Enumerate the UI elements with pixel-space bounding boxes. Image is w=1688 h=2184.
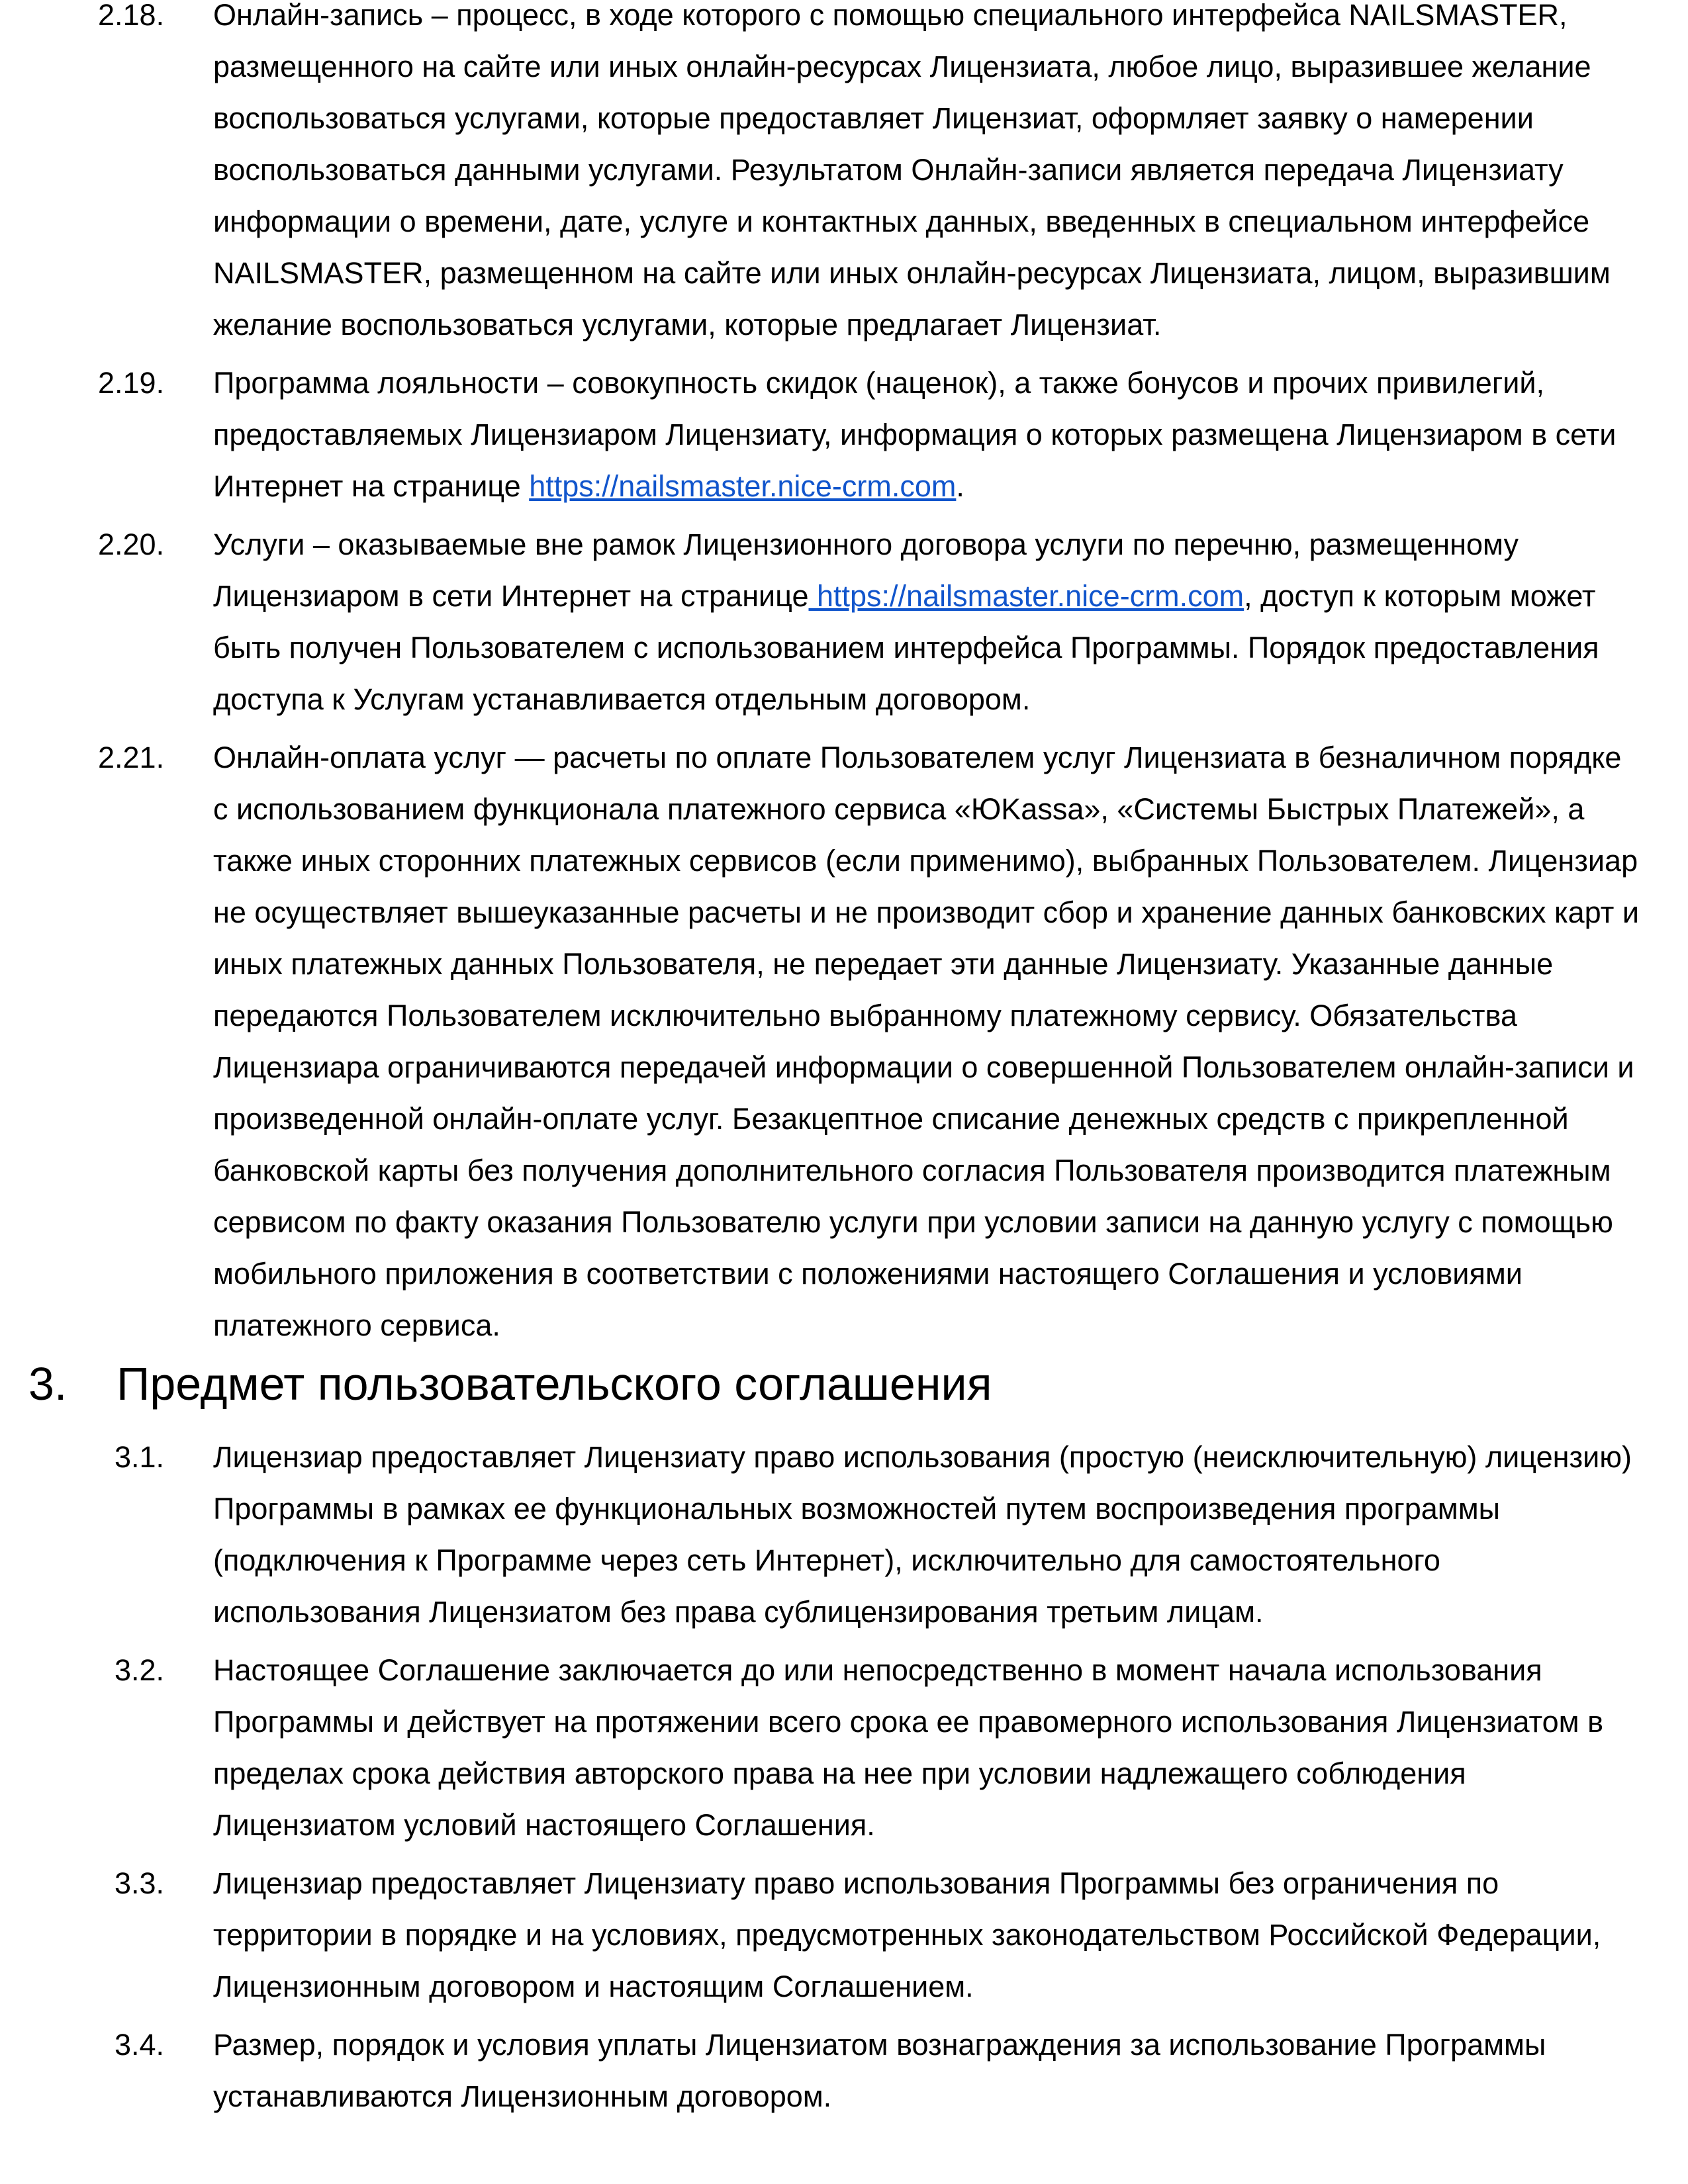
section-heading: [0, 1351, 1688, 1417]
text-line: [213, 1535, 1688, 1586]
text-segment: воспользоваться данными услугами. Результатом Онлайн-записи является передача Лицензиату: [213, 153, 1564, 187]
text-segment: .: [956, 469, 964, 503]
text-line: [213, 784, 1688, 835]
text-segment: произведенной онлайн-оплате услуг. Безакцептное списание денежных средств с прикрепленной: [213, 1102, 1569, 1136]
text-segment: NAILSMASTER, размещенном на сайте или иных онлайн-ресурсах Лицензиата, лицом, выразившим: [213, 256, 1611, 290]
text-segment: Размер, порядок и условия уплаты Лицензиатом вознаграждения за использование Программы: [213, 2028, 1546, 2062]
text-segment: Услуги – оказываемые вне рамок Лицензионного договора услуги по перечню, размещенному: [213, 527, 1519, 561]
clause-text: [213, 1645, 1688, 1851]
text-segment: пределах срока действия авторского права на нее при условии надлежащего соблюдения: [213, 1756, 1466, 1790]
text-segment: Лицензиар предоставляет Лицензиату право использования (простую (неисключительную) лицензию): [213, 1440, 1632, 1474]
text-line: [213, 1042, 1688, 1093]
clause-2-19: [0, 357, 1688, 512]
text-segment: размещенного на сайте или иных онлайн-ресурсах Лицензиата, любое лицо, выразившее желание: [213, 50, 1591, 83]
clause-3-2: [0, 1645, 1688, 1851]
text-line: [213, 1909, 1688, 1961]
text-line: [213, 1093, 1688, 1145]
text-line: [213, 570, 1688, 622]
text-line: [213, 519, 1688, 570]
clause-number: 3.4.: [115, 2028, 165, 2062]
text-line: [213, 2019, 1688, 2071]
clause-number: 2.20.: [98, 527, 165, 561]
text-line: [213, 144, 1688, 196]
text-line: [213, 835, 1688, 887]
text-segment: Лицензиара ограничиваются передачей информации о совершенной Пользователем онлайн-записи и: [213, 1050, 1634, 1084]
section-heading-title: Предмет пользовательского соглашения: [117, 1358, 992, 1410]
text-segment: (подключения к Программе через сеть Интернет), исключительно для самостоятельного: [213, 1543, 1440, 1577]
text-line: [213, 1248, 1688, 1300]
clause-2-20: [0, 519, 1688, 725]
text-line: [213, 1799, 1688, 1851]
text-line: [213, 990, 1688, 1042]
text-line: [213, 1586, 1688, 1638]
text-line: [213, 1748, 1688, 1799]
clause-text: [213, 1858, 1688, 2013]
clause-number: 3.1.: [115, 1440, 165, 1474]
clause-2-21: [0, 732, 1688, 1351]
text-line: [213, 732, 1688, 784]
text-line: [213, 93, 1688, 144]
text-segment: использования Лицензиатом без права сублицензирования третьим лицам.: [213, 1595, 1264, 1629]
text-segment: передаются Пользователем исключительно выбранному платежному сервису. Обязательства: [213, 999, 1517, 1032]
nailsmaster-link[interactable]: https://nailsmaster.nice-crm.com: [529, 469, 957, 503]
text-segment: банковской карты без получения дополнительного согласия Пользователя производится платежным: [213, 1154, 1611, 1187]
text-line: [213, 1961, 1688, 2013]
clause-text: [213, 2019, 1688, 2122]
text-line: [213, 1300, 1688, 1351]
text-segment: Онлайн-оплата услуг — расчеты по оплате Пользователем услуг Лицензиата в безналичном порядке: [213, 741, 1622, 774]
text-segment: Интернет на странице: [213, 469, 530, 503]
text-line: [213, 622, 1688, 674]
text-segment: предоставляемых Лицензиаром Лицензиату, информация о которых размещена Лицензиаром в сети: [213, 418, 1617, 451]
text-line: [213, 2071, 1688, 2122]
text-segment: иных платежных данных Пользователя, не передает эти данные Лицензиату. Указанные данные: [213, 947, 1554, 981]
text-line: [213, 357, 1688, 409]
text-segment: Программа лояльности – совокупность скидок (наценок), а также бонусов и прочих привилегий,: [213, 366, 1545, 400]
text-line: [213, 1197, 1688, 1248]
text-line: [213, 41, 1688, 93]
text-line: [213, 1858, 1688, 1909]
clause-number: 3.2.: [115, 1653, 165, 1687]
text-line: [213, 1696, 1688, 1748]
text-segment: доступа к Услугам устанавливается отдельным договором.: [213, 682, 1031, 716]
text-segment: воспользоваться услугами, которые предоставляет Лицензиат, оформляет заявку о намерении: [213, 101, 1534, 135]
text-segment: Программы и действует на протяжении всего срока ее правомерного использования Лицензиатом в: [213, 1705, 1604, 1739]
text-segment: быть получен Пользователем с использованием интерфейса Программы. Порядок предоставления: [213, 631, 1599, 664]
text-line: [213, 1483, 1688, 1535]
clause-number: 2.18.: [98, 0, 165, 32]
clause-text: [213, 0, 1688, 351]
text-segment: Лицензионным договором и настоящим Соглашением.: [213, 1970, 974, 2003]
text-line: [213, 887, 1688, 938]
text-segment: желание воспользоваться услугами, которые предлагает Лицензиат.: [213, 308, 1162, 341]
clause-text: [213, 1432, 1688, 1638]
text-segment: не осуществляет вышеуказанные расчеты и не производит сбор и хранение данных банковских карт и: [213, 895, 1639, 929]
text-line: [213, 409, 1688, 461]
clause-2-18: [0, 0, 1688, 351]
text-segment: Программы в рамках ее функциональных возможностей путем воспроизведения программы: [213, 1492, 1501, 1525]
text-segment: устанавливаются Лицензионным договором.: [213, 2079, 832, 2113]
text-line: [213, 299, 1688, 351]
nailsmaster-link[interactable]: https://nailsmaster.nice-crm.com: [808, 579, 1244, 613]
clause-text: [213, 357, 1688, 512]
clause-text: [213, 519, 1688, 725]
text-line: [213, 1645, 1688, 1696]
text-line: [213, 674, 1688, 725]
clause-3-3: [0, 1858, 1688, 2013]
section-heading-number: 3.: [28, 1358, 68, 1410]
text-segment: Онлайн-запись – процесс, в ходе которого с помощью специального интерфейса NAILSMASTER,: [213, 0, 1568, 32]
text-segment: , доступ к которым может: [1244, 579, 1596, 613]
text-segment: Настоящее Соглашение заключается до или непосредственно в момент начала использования: [213, 1653, 1542, 1687]
clause-number: 2.19.: [98, 366, 165, 400]
text-segment: информации о времени, дате, услуге и контактных данных, введенных в специальном интерфейсе: [213, 205, 1590, 238]
text-line: [213, 196, 1688, 248]
text-segment: Лицензиатом условий настоящего Соглашения.: [213, 1808, 875, 1842]
text-segment: территории в порядке и на условиях, предусмотренных законодательством Российской Федерации,: [213, 1918, 1601, 1952]
text-segment: Лицензиаром в сети Интернет на странице: [213, 579, 809, 613]
text-line: [213, 248, 1688, 299]
text-line: [213, 461, 1688, 512]
clause-text: [213, 732, 1688, 1351]
clause-number: 2.21.: [98, 741, 165, 774]
text-line: [213, 938, 1688, 990]
clause-3-4: [0, 2019, 1688, 2122]
text-segment: с использованием функционала платежного сервиса «ЮKassa», «Системы Быстрых Платежей», а: [213, 792, 1585, 826]
clause-number: 3.3.: [115, 1866, 165, 1900]
clause-3-1: [0, 1432, 1688, 1638]
text-segment: также иных сторонних платежных сервисов (если применимо), выбранных Пользователем. Лицензиар: [213, 844, 1638, 878]
text-line: [213, 1145, 1688, 1197]
text-segment: мобильного приложения в соответствии с положениями настоящего Соглашения и условиями: [213, 1257, 1523, 1291]
text-segment: сервисом по факту оказания Пользователю услуги при условии записи на данную услугу с помощью: [213, 1205, 1613, 1239]
text-segment: Лицензиар предоставляет Лицензиату право использования Программы без ограничения по: [213, 1866, 1499, 1900]
text-line: [213, 0, 1688, 41]
text-segment: платежного сервиса.: [213, 1308, 500, 1342]
text-line: [213, 1432, 1688, 1483]
